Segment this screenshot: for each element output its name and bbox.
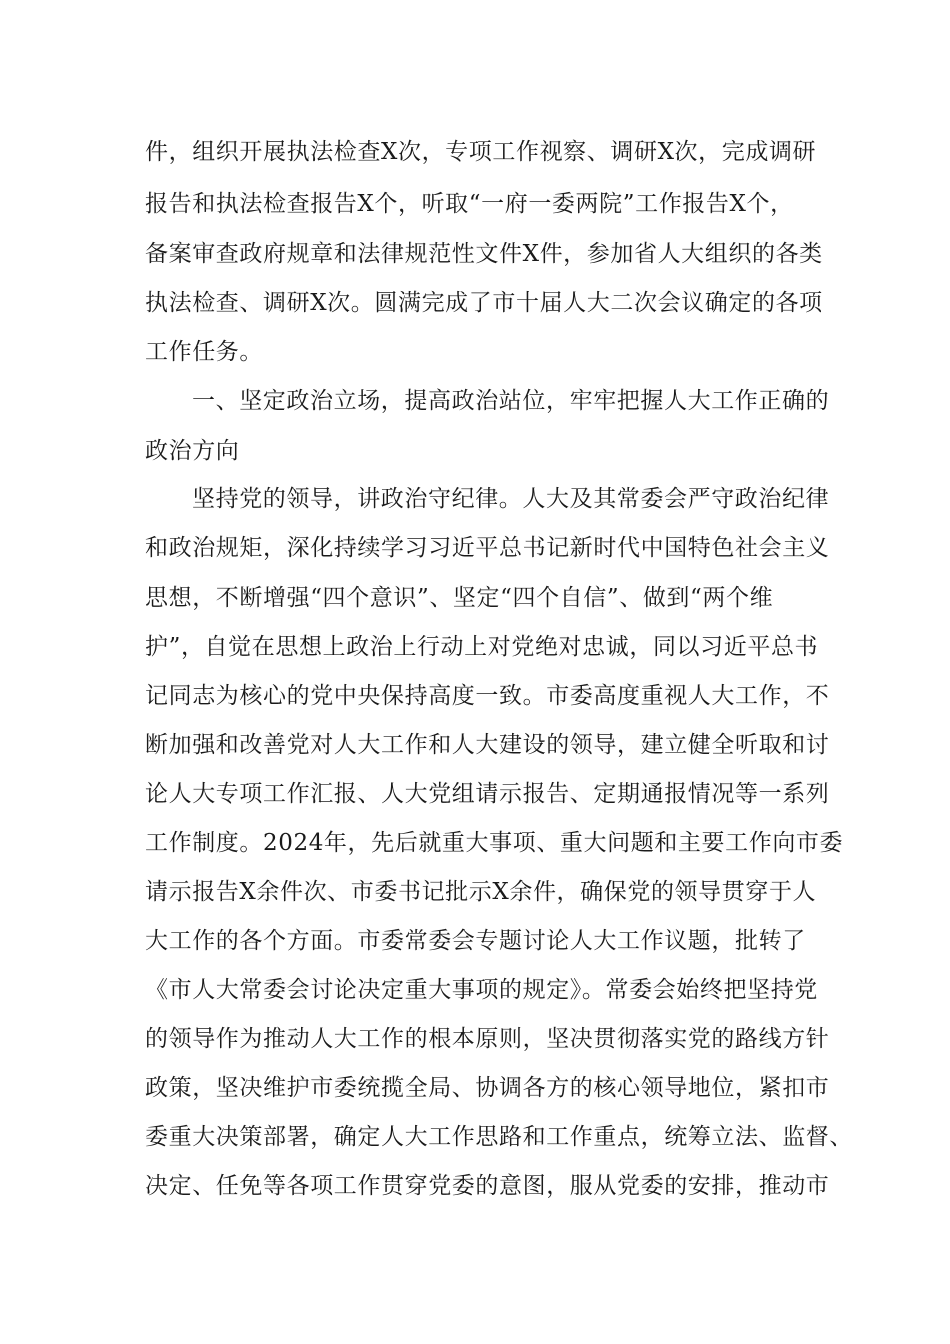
body-text-line: 《市人大常委会讨论决定重大事项的规定》。常委会始终把坚持党 (145, 977, 818, 1003)
body-text-line: 决定、任免等各项工作贯穿党委的意图，服从党委的安排，推动市 (145, 1173, 830, 1199)
body-text-line: 护”，自觉在思想上政治上行动上对党绝对忠诚，同以习近平总书 (145, 634, 819, 660)
paragraph-first-line: 坚持党的领导，讲政治守纪律。人大及其常委会严守政治纪律 (192, 486, 830, 512)
body-text-line: 断加强和改善党对人大工作和人大建设的领导，建立健全听取和讨 (145, 732, 830, 758)
body-text-line: 工作任务。 (145, 339, 263, 365)
body-text-line: 委重大决策部署，确定人大工作思路和工作重点，统筹立法、监督、 (145, 1124, 853, 1150)
body-text-line: 思想，不断增强“四个意识”、坚定“四个自信”、做到“两个维 (145, 585, 774, 611)
body-text-line: 和政治规矩，深化持续学习习近平总书记新时代中国特色社会主义 (145, 535, 830, 561)
body-text-line: 论人大专项工作汇报、人大党组请示报告、定期通报情况等一系列 (145, 781, 830, 807)
body-text-line: 工作制度。2024年，先后就重大事项、重大问题和主要工作向市委 (145, 830, 844, 856)
body-text-line: 报告和执法检查报告X个，听取“一府一委两院”工作报告X个， (145, 191, 794, 217)
section-heading-line: 一、坚定政治立场，提高政治站位，牢牢把握人大工作正确的 (192, 388, 830, 414)
body-text-line: 执法检查、调研X次。圆满完成了市十届人大二次会议确定的各项 (145, 290, 823, 316)
section-heading-line: 政治方向 (145, 438, 240, 464)
body-text-line: 政策，坚决维护市委统揽全局、协调各方的核心领导地位，紧扣市 (145, 1075, 830, 1101)
body-text-line: 请示报告X余件次、市委书记批示X余件，确保党的领导贯穿于人 (145, 879, 817, 905)
body-text-line: 大工作的各个方面。市委常委会专题讨论人大工作议题，批转了 (145, 928, 806, 954)
body-text-line: 记同志为核心的党中央保持高度一致。市委高度重视人大工作，不 (145, 683, 830, 709)
body-text-line: 件，组织开展执法检查X次，专项工作视察、调研X次，完成调研 (145, 139, 817, 165)
body-text-line: 备案审查政府规章和法律规范性文件X件，参加省人大组织的各类 (145, 241, 823, 267)
body-text-line: 的领导作为推动人大工作的根本原则，坚决贯彻落实党的路线方针 (145, 1026, 830, 1052)
